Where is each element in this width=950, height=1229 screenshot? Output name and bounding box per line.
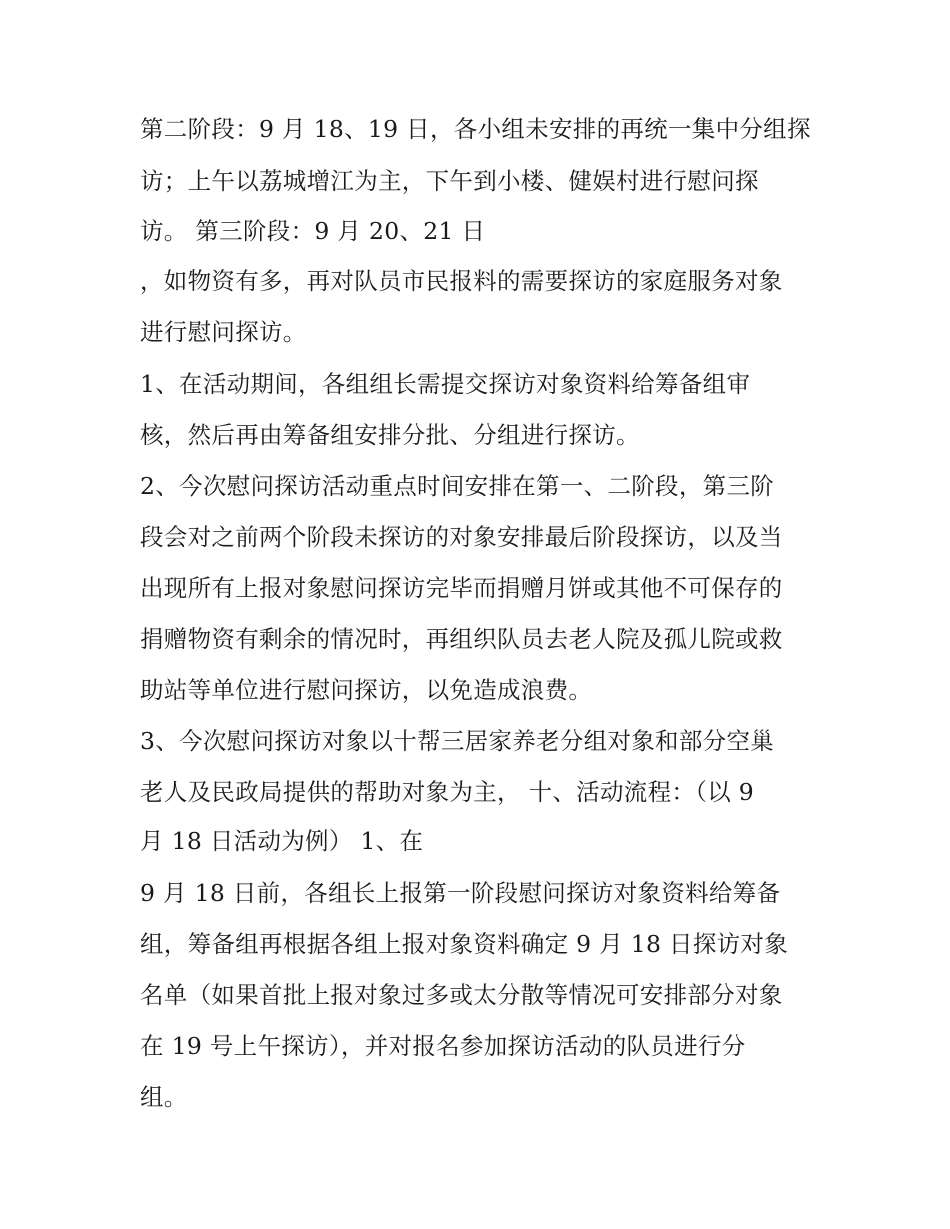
text-line: 访。 第三阶段：9 月 20、21 日 [140,217,486,245]
text-line: 组，筹备组再根据各组上报对象资料确定 9 月 18 日探访对象 [140,930,789,958]
text-line: 第二阶段：9 月 18、19 日，各小组未安排的再统一集中分组探 [140,115,811,143]
text-line: 核，然后再由筹备组安排分批、分组进行探访。 [140,421,640,449]
text-line: ，如物资有多，再对队员市民报料的需要探访的家庭服务对象 [140,267,783,295]
text-line: 2、今次慰问探访活动重点时间安排在第一、二阶段，第三阶 [140,472,775,500]
text-line: 1、在活动期间，各组组长需提交探访对象资料给筹备组审 [140,370,751,398]
text-line: 老人及民政局提供的帮助对象为主， 十、活动流程：（以 9 [140,778,755,806]
text-line: 组。 [140,1083,188,1111]
text-line: 助站等单位进行慰问探访，以免造成浪费。 [140,676,593,704]
text-line: 月 18 日活动为例） 1、在 [140,827,424,855]
text-line: 访；上午以荔城增江为主，下午到小楼、健娱村进行慰问探 [140,167,759,195]
text-line: 进行慰问探访。 [140,318,307,346]
text-line: 段会对之前两个阶段未探访的对象安排最后阶段探访，以及当 [140,523,783,551]
text-line: 捐赠物资有剩余的情况时，再组织队员去老人院及孤儿院或救 [140,625,783,653]
text-line: 3、今次慰问探访对象以十帮三居家养老分组对象和部分空巢 [140,727,775,755]
text-line: 名单（如果首批上报对象过多或太分散等情况可安排部分对象 [140,981,783,1009]
text-line: 9 月 18 日前，各组长上报第一阶段慰问探访对象资料给筹备 [140,879,781,907]
text-line: 出现所有上报对象慰问探访完毕而捐赠月饼或其他不可保存的 [140,574,783,602]
text-line: 在 19 号上午探访），并对报名参加探访活动的队员进行分 [140,1032,746,1060]
